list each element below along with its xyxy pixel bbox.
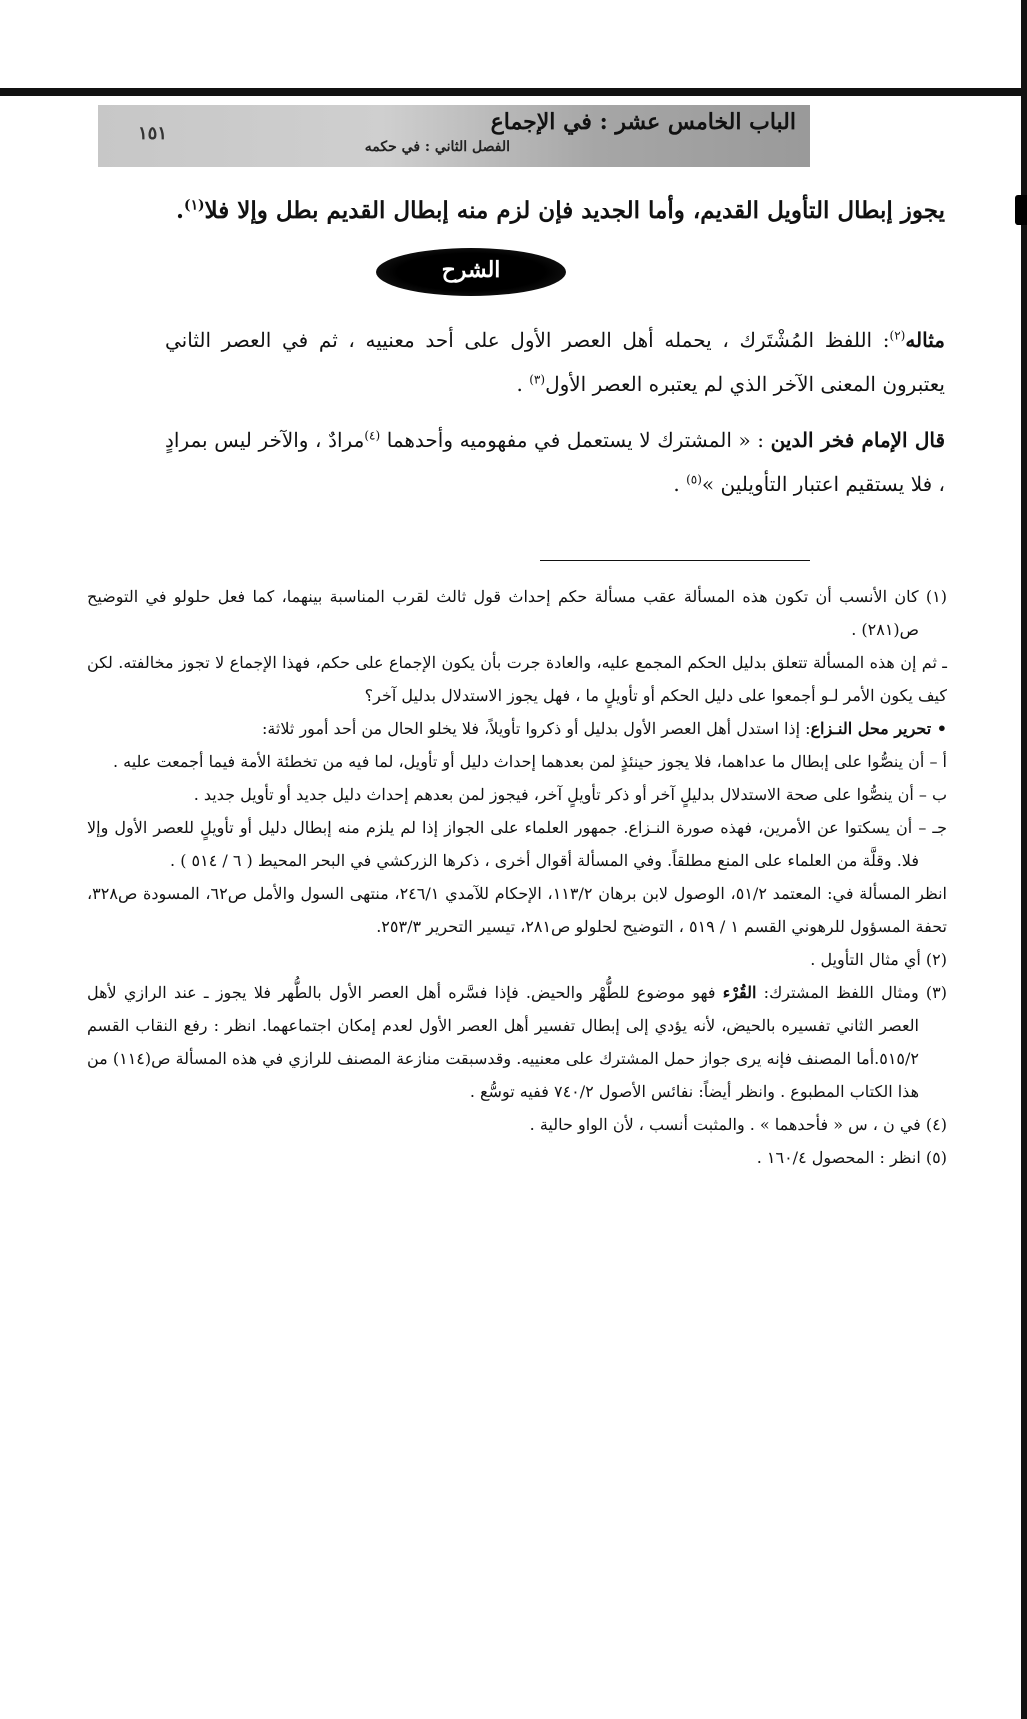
paragraph-lead: قال الإمام فخر الدين <box>770 428 945 452</box>
running-header <box>98 105 810 167</box>
paragraph-end: . <box>673 472 687 496</box>
top-border-rule <box>0 88 1027 96</box>
footnote-1-continuation: ـ ثم إن هذه المسألة تتعلق بدليل الحكم المجمع عليه، والعادة جرت بأن يكون الإجماع على حكم، فهذا الإجماع لا تجوز مخالفته. لكن كيف يكون الأمر لـو أجمعوا على دليل الحكم أو تأويلٍ ما ، فهل يجوز الاستدلال بدليل آخر؟ <box>87 653 947 705</box>
footnotes-section <box>87 580 947 1174</box>
matn-text: يجوز إبطال التأويل القديم، وأما الجديد فإن لزم منه إبطال القديم بطل وإلا فلا <box>204 197 945 224</box>
paragraph-text: : « المشترك لا يستعمل في مفهوميه وأحدهما <box>380 428 771 452</box>
chapter-title: الباب الخامس عشر : في الإجماع <box>490 109 796 135</box>
section-title: الفصل الثاني : في حكمه <box>364 139 510 155</box>
page-number: ١٥١ <box>138 123 168 144</box>
footnote-lead: • تحرير محل النـزاع <box>810 719 947 738</box>
sharh-heading-badge: الشرح <box>376 248 566 296</box>
footnote-text: (٣) ومثال اللفظ المشترك: <box>756 983 948 1002</box>
footnote-text: فهو موضوع للطُّهْر والحيض. فإذا فسَّره أهل العصر الأول بالطُّهر فلا يجوز ـ عند الرازي لأهل العصر الثاني تفسيره بالحيض، لأنه يؤدي إلى إبطال تفسير أهل العصر الأول لعدم إمكان اجتماعهما. انظر : رفع النقاب القسم ٥١٥/٢.أما المصنف فإنه يرى جواز حمل المشترك على معنييه. وقدسبقت منازعة المصنف للرازي في هذه المسألة ص(١١٤) من هذا الكتاب المطبوع . وانظر أيضاً: نفائس الأصول ٧٤٠/٢ ففيه توسُّع . <box>87 983 919 1101</box>
binding-mark <box>1015 195 1027 225</box>
footnote-1: (١) كان الأنسب أن تكون هذه المسألة عقب مسألة حكم إحداث قول ثالث لقرب المناسبة بينهما، كما فعل حلولو في التوضيح ص(٢٨١) . <box>87 587 948 639</box>
paragraph-text: مرادٌ ، والآخر ليس بمرادٍ ، فلا يستقيم اعتبار التأويلين » <box>165 428 945 496</box>
footnote-5: (٥) انظر : المحصول ١٦٠/٤ . <box>756 1148 947 1167</box>
footnote-1-dispute-heading <box>87 712 947 745</box>
footnote-marker: (٥) <box>686 472 702 487</box>
footnote-4: (٤) في ن ، س « فأحدهما » . والمثبت أنسب ، لأن الواو حالية . <box>529 1115 947 1134</box>
example-paragraph <box>165 318 945 406</box>
footnote-marker: (٣) <box>529 372 546 387</box>
page-binding-edge <box>1021 0 1027 1719</box>
quote-paragraph <box>165 418 945 506</box>
matn-end: . <box>176 197 185 224</box>
paragraph-text: : اللفظ المُشْتَرك ، يحمله أهل العصر الأول على أحد معنييه ، ثم في العصر الثاني يعتبرون المعنى الآخر الذي لم يعتبره العصر الأول <box>165 328 945 396</box>
footnote-marker: (١) <box>184 197 205 214</box>
footnote-1-references: انظر المسألة في: المعتمد ٥١/٢، الوصول لابن برهان ١١٣/٢، الإحكام للآمدي ٢٤٦/١، منتهى السول والأمل ص٦٢، المسودة ص٣٢٨، تحفة المسؤول للرهوني القسم ١ / ٥١٩ ، التوضيح لحلولو ص٢٨١، تيسير التحرير ٢٥٣/٣. <box>87 884 947 936</box>
matn-line <box>85 194 945 228</box>
footnote-text: : إذا استدل أهل العصر الأول بدليل أو ذكروا تأويلاً، فلا يخلو الحال من أحد أمور ثلاثة: <box>261 719 811 738</box>
footnote-marker: (٢) <box>889 328 906 343</box>
footnote-term: القُرْء <box>722 983 757 1002</box>
footnote-marker: (٤) <box>364 428 381 443</box>
footnote-1-case-b: ب – أن ينصُّوا على صحة الاستدلال بدليلٍ آخر أو ذكر تأويلٍ آخر، فيجوز لمن بعدهم إحداث دليل جديد أو تأويل جديد . <box>193 785 947 804</box>
footnote-1-case-a: أ – أن ينصُّوا على إبطال ما عداهما، فلا يجوز حينئذٍ لمن بعدهما إحداث دليل أو تأويل، لما فيه من تخطئة الأمة فيما أجمعت عليه . <box>112 752 947 771</box>
footnote-1-case-c: جـ – أن يسكتوا عن الأمرين، فهذه صورة النـزاع. جمهور العلماء على الجواز إذا لم يلزم منه إبطال دليل أو تأويلٍ للعصر الأول وإلا فلا. وقلَّة من العلماء على المنع مطلقاً. وفي المسألة أقوال أخرى ، ذكرها الزركشي في البحر المحيط ( ٦ / ٥١٤ ) . <box>87 818 947 870</box>
footnote-2: (٢) أي مثال التأويل . <box>810 950 947 969</box>
footnote-3 <box>87 976 947 1108</box>
paragraph-lead: مثاله <box>905 328 945 352</box>
paragraph-end: . <box>516 372 530 396</box>
footnote-separator <box>540 560 810 561</box>
